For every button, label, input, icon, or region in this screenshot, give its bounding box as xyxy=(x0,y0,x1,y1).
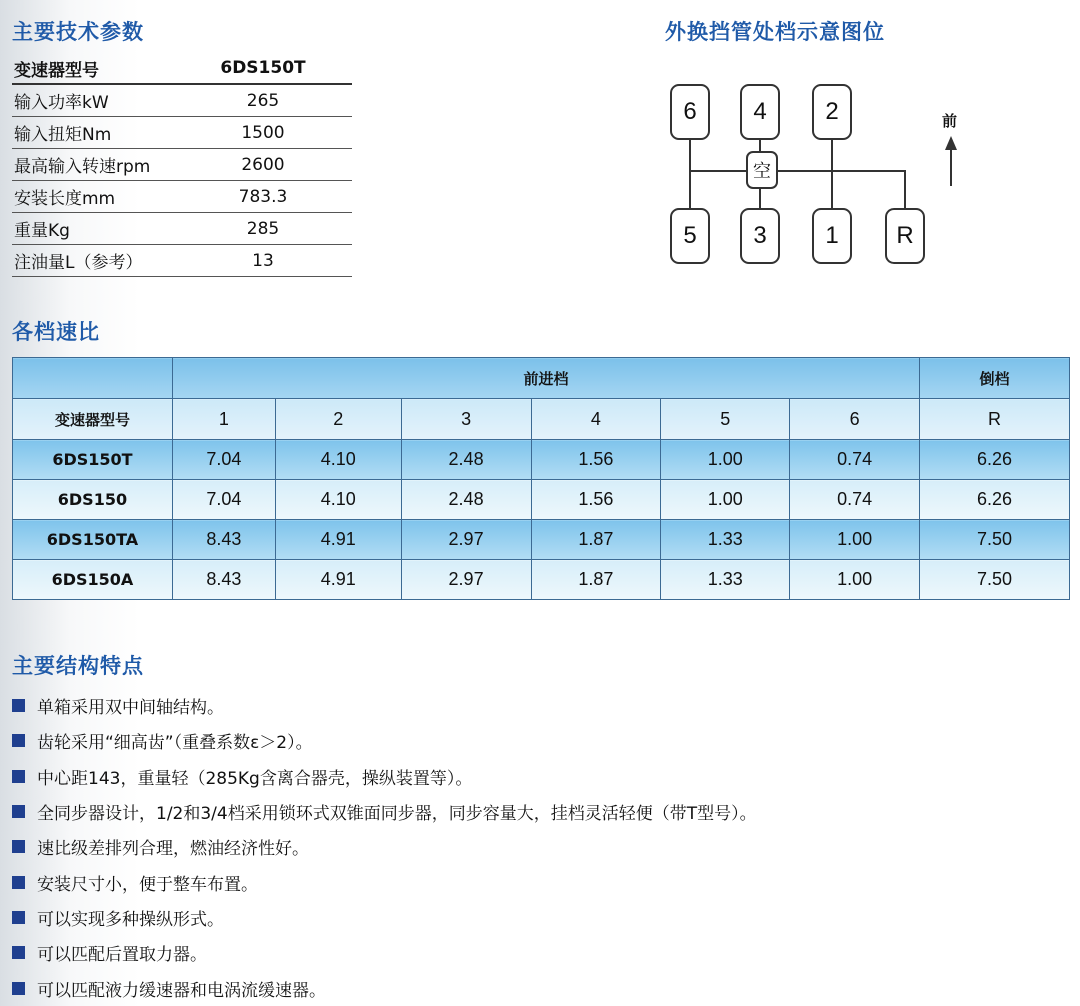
ratio-header-row-group xyxy=(13,358,1070,399)
front-label: 前 xyxy=(942,112,958,130)
model-cell: 6DS150T xyxy=(13,440,173,480)
bullet-icon xyxy=(12,805,25,818)
ratio-cell: 6.26 xyxy=(920,440,1070,480)
spec-label: 输入功率kW xyxy=(14,93,109,113)
bullet-icon xyxy=(12,946,25,959)
table-row xyxy=(13,520,1070,560)
spec-row xyxy=(12,117,352,149)
ratio-cell: 7.04 xyxy=(172,480,275,520)
table-row xyxy=(13,560,1070,600)
gear-column-header: R xyxy=(920,399,1070,440)
spec-table xyxy=(12,53,352,277)
shift-section-title: 外换挡管处档示意图位 xyxy=(665,20,885,44)
ratio-cell: 4.10 xyxy=(275,480,401,520)
feature-text: 可以匹配后置取力器。 xyxy=(37,945,207,966)
spec-value: 783.3 xyxy=(238,186,288,207)
gear-ratio-table xyxy=(12,357,1070,600)
gear-r-box: R xyxy=(885,208,925,264)
ratio-cell: 8.43 xyxy=(172,520,275,560)
ratio-cell: 1.56 xyxy=(531,480,661,520)
gear-4-box: 4 xyxy=(740,84,780,140)
gear-column-header: 3 xyxy=(401,399,531,440)
spec-header-row xyxy=(12,53,352,85)
ratio-cell: 1.33 xyxy=(661,520,790,560)
spec-value: 2600 xyxy=(241,154,285,175)
bullet-icon xyxy=(12,770,25,783)
spec-label: 注油量L（参考） xyxy=(14,253,143,273)
table-row xyxy=(13,480,1070,520)
gear-5-box: 5 xyxy=(670,208,710,264)
model-cell: 6DS150 xyxy=(13,480,173,520)
ratio-cell: 7.50 xyxy=(920,520,1070,560)
shift-pattern-diagram xyxy=(660,60,970,280)
spec-row xyxy=(12,181,352,213)
list-item xyxy=(12,900,757,935)
spec-label: 安装长度mm xyxy=(14,189,116,209)
bullet-icon xyxy=(12,876,25,889)
spec-label: 重量Kg xyxy=(14,221,70,241)
spec-value: 13 xyxy=(252,250,274,271)
reverse-gear-header: 倒档 xyxy=(920,358,1070,399)
gear-2-box: 2 xyxy=(812,84,852,140)
list-item xyxy=(12,794,757,829)
forward-gears-header: 前进档 xyxy=(172,358,919,399)
feature-text: 可以匹配液力缓速器和电涡流缓速器。 xyxy=(37,980,326,1001)
spec-section-title: 主要技术参数 xyxy=(12,20,144,44)
ratio-cell: 1.87 xyxy=(531,560,661,600)
list-item xyxy=(12,829,757,864)
model-cell: 6DS150A xyxy=(13,560,173,600)
ratio-section-title: 各档速比 xyxy=(12,320,100,344)
gear-6-box: 6 xyxy=(670,84,710,140)
ratio-cell: 4.91 xyxy=(275,560,401,600)
ratio-cell: 7.50 xyxy=(920,560,1070,600)
ratio-cell: 0.74 xyxy=(790,440,920,480)
ratio-cell: 2.48 xyxy=(401,440,531,480)
ratio-cell: 2.48 xyxy=(401,480,531,520)
features-list xyxy=(12,688,757,1006)
list-item xyxy=(12,864,757,899)
spec-value: 1500 xyxy=(241,122,285,143)
gear-1-box: 1 xyxy=(812,208,852,264)
ratio-cell: 1.00 xyxy=(790,560,920,600)
spec-row xyxy=(12,149,352,181)
ratio-cell: 7.04 xyxy=(172,440,275,480)
ratio-cell: 1.00 xyxy=(790,520,920,560)
gear-column-header: 1 xyxy=(172,399,275,440)
list-item xyxy=(12,688,757,723)
front-arrow-shaft xyxy=(950,148,952,186)
ratio-cell: 0.74 xyxy=(790,480,920,520)
gear-column-header: 6 xyxy=(790,399,920,440)
feature-text: 全同步器设计，1/2和3/4档采用锁环式双锥面同步器，同步容量大，挂档灵活轻便（带T型号）。 xyxy=(37,804,757,825)
bullet-icon xyxy=(12,911,25,924)
shift-gate-6-5 xyxy=(689,136,691,210)
spec-label: 输入扭矩Nm xyxy=(14,125,112,145)
ratio-cell: 4.91 xyxy=(275,520,401,560)
feature-text: 单箱采用双中间轴结构。 xyxy=(37,698,224,719)
feature-text: 可以实现多种操纵形式。 xyxy=(37,909,224,930)
shift-gate-horizontal xyxy=(689,170,905,172)
table-row xyxy=(13,440,1070,480)
list-item xyxy=(12,970,757,1005)
ratio-cell: 6.26 xyxy=(920,480,1070,520)
spec-row xyxy=(12,245,352,277)
spec-row xyxy=(12,213,352,245)
spec-label: 最高输入转速rpm xyxy=(14,157,151,177)
bullet-icon xyxy=(12,734,25,747)
gear-column-header: 2 xyxy=(275,399,401,440)
ratio-cell: 2.97 xyxy=(401,520,531,560)
ratio-cell: 1.33 xyxy=(661,560,790,600)
ratio-cell: 1.87 xyxy=(531,520,661,560)
ratio-cell: 1.00 xyxy=(661,440,790,480)
ratio-corner-cell xyxy=(13,358,173,399)
feature-text: 齿轮采用“细高齿”（重叠系数ε＞2）。 xyxy=(37,733,313,754)
ratio-cell: 1.00 xyxy=(661,480,790,520)
neutral-box: 空 xyxy=(746,151,778,189)
model-cell: 6DS150TA xyxy=(13,520,173,560)
shift-gate-2-1 xyxy=(831,136,833,210)
feature-text: 安装尺寸小，便于整车布置。 xyxy=(37,874,258,895)
bullet-icon xyxy=(12,840,25,853)
spec-header-label: 变速器型号 xyxy=(14,60,99,81)
list-item xyxy=(12,759,757,794)
features-section-title: 主要结构特点 xyxy=(12,654,144,678)
gear-3-box: 3 xyxy=(740,208,780,264)
ratio-header-row-gears xyxy=(13,399,1070,440)
model-column-header: 变速器型号 xyxy=(13,399,173,440)
gear-column-header: 4 xyxy=(531,399,661,440)
spec-header-value: 6DS150T xyxy=(220,58,306,78)
shift-gate-r xyxy=(904,170,906,210)
ratio-cell: 8.43 xyxy=(172,560,275,600)
ratio-cell: 2.97 xyxy=(401,560,531,600)
ratio-cell: 1.56 xyxy=(531,440,661,480)
ratio-cell: 4.10 xyxy=(275,440,401,480)
spec-row xyxy=(12,85,352,117)
gear-column-header: 5 xyxy=(661,399,790,440)
list-item xyxy=(12,723,757,758)
feature-text: 中心距143，重量轻（285Kg含离合器壳，操纵装置等）。 xyxy=(37,768,473,789)
spec-value: 285 xyxy=(246,218,280,239)
feature-text: 速比级差排列合理，燃油经济性好。 xyxy=(37,839,309,860)
bullet-icon xyxy=(12,699,25,712)
list-item xyxy=(12,935,757,970)
spec-value: 265 xyxy=(246,90,280,111)
bullet-icon xyxy=(12,982,25,995)
